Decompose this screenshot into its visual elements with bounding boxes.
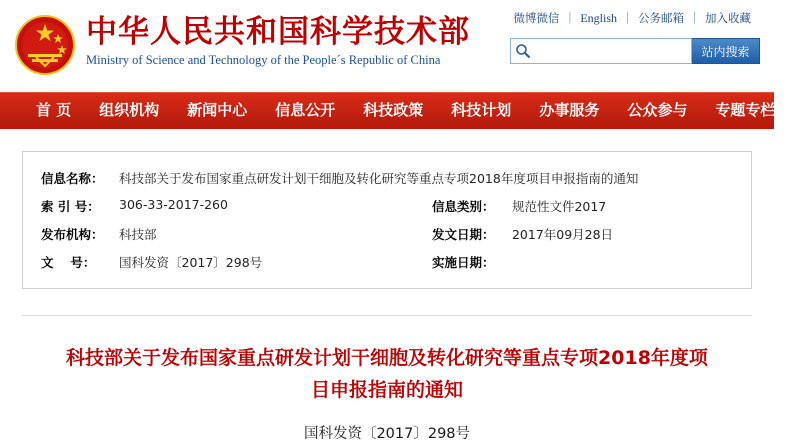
document-number: 国科发资〔2017〕298号: [303, 426, 471, 442]
meta-value-info-category: 规范性文件2017: [511, 199, 607, 214]
search-icon: [515, 43, 531, 59]
search-button[interactable]: 站内搜索: [692, 38, 760, 64]
top-links: [504, 10, 760, 26]
table-row: [41, 220, 733, 248]
site-title-en: Ministry of Science and Technology of the People´s Republic of China: [86, 53, 441, 67]
top-link-weibo-weixin[interactable]: 微博微信: [513, 13, 560, 25]
top-link-separator: |: [626, 12, 629, 24]
meta-label-index-number: 索 引 号：: [41, 199, 100, 214]
table-row: [41, 164, 733, 192]
top-link-official-mail[interactable]: 公务邮箱: [638, 13, 684, 25]
meta-label-info-category: 信息类别：: [431, 199, 495, 214]
document-meta-table: [41, 164, 733, 276]
content-area: [0, 151, 774, 443]
document-meta-box: [22, 151, 752, 289]
search-input[interactable]: [535, 43, 687, 59]
document-header: [22, 315, 752, 443]
nav-item-news[interactable]: 新闻中心: [187, 100, 248, 119]
top-link-separator: |: [568, 12, 572, 24]
top-link-english[interactable]: English: [580, 10, 617, 25]
meta-value-info-name: 科技部关于发布国家重点研发计划干细胞及转化研究等重点专项2018年度项目申报指南的通知: [119, 171, 639, 186]
document-title: 科技部关于发布国家重点研发计划干细胞及转化研究等重点专项2018年度项目申报指南的通知: [66, 347, 708, 401]
header-utility-area: [504, 6, 760, 64]
meta-value-issue-date: 2017年09月28日: [511, 227, 614, 242]
nav-item-info-disclosure[interactable]: 信息公开: [275, 100, 336, 119]
site-header: [0, 0, 774, 92]
site-title-cn: 中华人民共和国科学技术部: [86, 14, 470, 50]
nav-item-special-topics[interactable]: 专题专栏: [715, 100, 776, 119]
nav-item-policy[interactable]: 科技政策: [363, 100, 424, 119]
nav-item-programs[interactable]: 科技计划: [451, 100, 512, 119]
main-nav: [0, 92, 774, 126]
top-link-separator: |: [693, 12, 696, 24]
nav-item-services[interactable]: 办事服务: [539, 100, 600, 119]
meta-label-info-name: 信息名称：: [41, 171, 104, 186]
meta-label-document-number: 文 号：: [41, 255, 96, 270]
nav-item-organization[interactable]: 组织机构: [99, 100, 160, 119]
nav-item-home[interactable]: 首 页: [36, 100, 72, 119]
nav-item-public-participation[interactable]: 公众参与: [627, 100, 688, 119]
table-row: [41, 192, 733, 220]
meta-label-issuing-agency: 发布机构：: [41, 227, 104, 242]
table-row: [41, 248, 733, 276]
meta-value-document-number: 国科发资〔2017〕298号: [119, 255, 263, 270]
meta-value-index-number: 306-33-2017-260: [119, 197, 228, 212]
search-bar: [510, 38, 760, 64]
national-emblem-icon: [14, 14, 76, 76]
search-input-wrap[interactable]: [510, 38, 692, 64]
meta-value-effective-date: [512, 248, 733, 276]
site-title-block: [86, 6, 470, 68]
meta-label-issue-date: 发文日期：: [431, 227, 495, 242]
top-link-add-favorite[interactable]: 加入收藏: [705, 13, 751, 25]
meta-value-issuing-agency: 科技部: [119, 227, 157, 242]
meta-label-effective-date: 实施日期：: [431, 255, 495, 270]
